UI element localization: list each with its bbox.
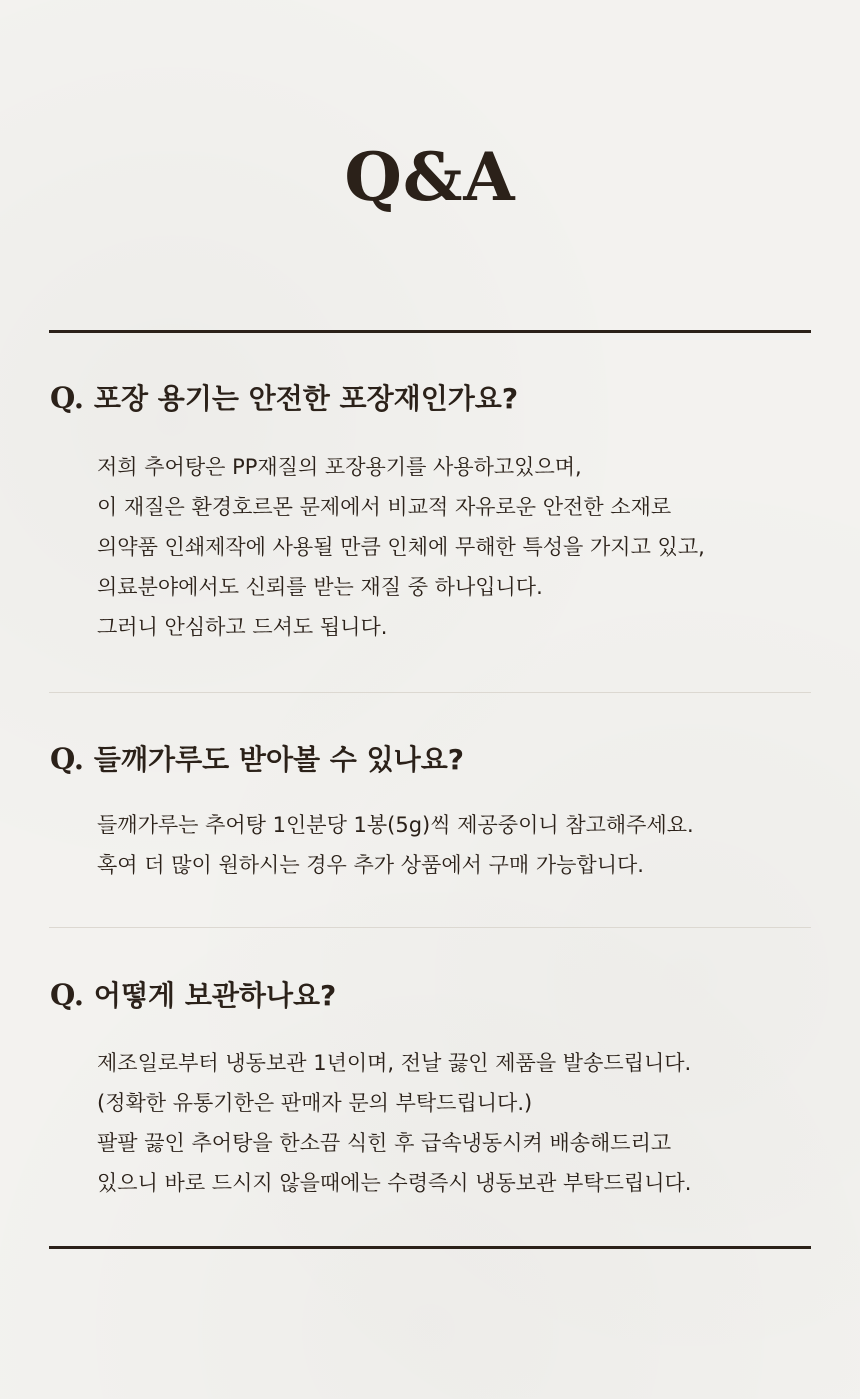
answer-line: 있으니 바로 드시지 않을때에는 수령즉시 냉동보관 부탁드립니다. [97, 1171, 692, 1195]
section-divider [49, 927, 811, 928]
faq-question-storage [50, 975, 810, 1016]
answer-line: 제조일로부터 냉동보관 1년이며, 전날 끓인 제품을 발송드립니다. [97, 1051, 692, 1075]
answer-line: 들깨가루는 추어탕 1인분당 1봉(5g)씩 제공중이니 참고해주세요. [97, 813, 694, 837]
question-prefix: Q. [50, 742, 84, 776]
answer-line: 팔팔 끓인 추어탕을 한소끔 식힌 후 급속냉동시켜 배송해드리고 [97, 1131, 672, 1155]
question-prefix: Q. [50, 381, 84, 415]
faq-question-packaging [50, 378, 810, 419]
bottom-divider [49, 1246, 811, 1249]
question-prefix: Q. [50, 978, 84, 1012]
faq-answer-packaging [97, 447, 810, 647]
answer-line: 의료분야에서도 신뢰를 받는 재질 중 하나입니다. [97, 575, 543, 599]
answer-line: 혹여 더 많이 원하시는 경우 추가 상품에서 구매 가능합니다. [97, 853, 644, 877]
answer-line: 의약품 인쇄제작에 사용될 만큼 인체에 무해한 특성을 가지고 있고, [97, 535, 705, 559]
answer-line: 그러니 안심하고 드셔도 됩니다. [97, 615, 388, 639]
question-text: 어떻게 보관하나요? [93, 979, 337, 1012]
faq-answer-perilla [97, 805, 810, 885]
top-divider [49, 330, 811, 333]
answer-line: (정확한 유통기한은 판매자 문의 부탁드립니다.) [97, 1091, 533, 1115]
answer-line: 이 재질은 환경호르몬 문제에서 비교적 자유로운 안전한 소재로 [97, 495, 672, 519]
answer-line: 저희 추어탕은 PP재질의 포장용기를 사용하고있으며, [97, 455, 582, 479]
page-title: Q&A [344, 138, 516, 216]
faq-question-perilla [50, 739, 810, 780]
faq-answer-storage [97, 1043, 810, 1203]
question-text: 들깨가루도 받아볼 수 있나요? [93, 743, 464, 776]
question-text: 포장 용기는 안전한 포장재인가요? [93, 382, 519, 415]
section-divider [49, 692, 811, 693]
